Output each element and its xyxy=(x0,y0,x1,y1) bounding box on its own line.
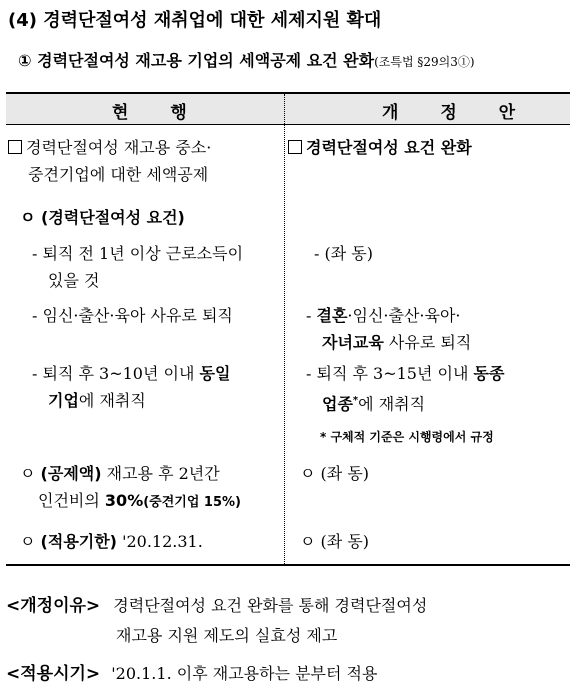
column-divider xyxy=(284,94,285,564)
current-period: ㅇ (적용기한) '20.12.31. xyxy=(20,532,203,551)
current-deduction-line2: 인건비의 30%(중견기업 15%) xyxy=(38,491,241,510)
header-revised: 개 정 안 xyxy=(382,103,534,123)
current-heading-line2: 중견기업에 대한 세액공제 xyxy=(28,165,209,184)
revised-req3-line2: 업종*에 재취직 xyxy=(322,394,426,414)
revised-same-3: ㅇ (좌 동) xyxy=(300,532,370,551)
effective-text: '20.1.1. 이후 재고용하는 분부터 적용 xyxy=(111,664,378,683)
current-req3-line2: 기업에 재취직 xyxy=(48,391,146,410)
checkbox-icon xyxy=(8,140,22,154)
current-deduction: ㅇ (공제액) 재고용 후 2년간 xyxy=(20,464,220,483)
header-current: 현 행 xyxy=(112,103,205,123)
table-header xyxy=(6,94,570,125)
comparison-table xyxy=(6,92,570,566)
subsection-main: ① 경력단절여성 재고용 기업의 세액공제 요건 완화 xyxy=(18,51,375,70)
revised-req2-line2: 자녀교육 사유로 퇴직 xyxy=(322,333,472,352)
effective-label: <적용시기> xyxy=(6,664,101,684)
reason-label: <개정이유> xyxy=(6,596,101,616)
effective-line xyxy=(6,660,377,688)
law-reference: (조특법 §29의3①) xyxy=(374,55,475,69)
current-req-label: ㅇ (경력단절여성 요건) xyxy=(20,208,185,227)
current-req2: - 임신·출산·육아 사유로 퇴직 xyxy=(32,306,233,325)
current-heading: 경력단절여성 재고용 중소· xyxy=(8,134,211,161)
subsection-title xyxy=(18,48,475,71)
section-title: (4) 경력단절여성 재취업에 대한 세제지원 확대 xyxy=(8,10,382,31)
checkbox-icon xyxy=(288,140,302,154)
current-req1-line1: - 퇴직 전 1년 이상 근로소득이 xyxy=(32,244,244,263)
reason-text: 경력단절여성 요건 완화를 통해 경력단절여성 xyxy=(113,596,428,615)
reason-line2: 재고용 지원 제도의 실효성 제고 xyxy=(116,626,338,645)
revised-same-1: - (좌 동) xyxy=(314,244,373,263)
current-req3-line1: - 퇴직 후 3~10년 이내 동일 xyxy=(32,364,231,383)
reason-line1 xyxy=(6,592,427,620)
current-req1-line2: 있을 것 xyxy=(48,271,100,290)
revised-req2-line1: - 결혼·임신·출산·육아· xyxy=(306,306,461,325)
revised-same-2: ㅇ (좌 동) xyxy=(300,464,370,483)
revised-heading: 경력단절여성 요건 완화 xyxy=(288,134,472,161)
revised-req3-line1: - 퇴직 후 3~15년 이내 동종 xyxy=(306,364,505,383)
revised-footnote: * 구체적 기준은 시행령에서 규정 xyxy=(320,430,494,444)
